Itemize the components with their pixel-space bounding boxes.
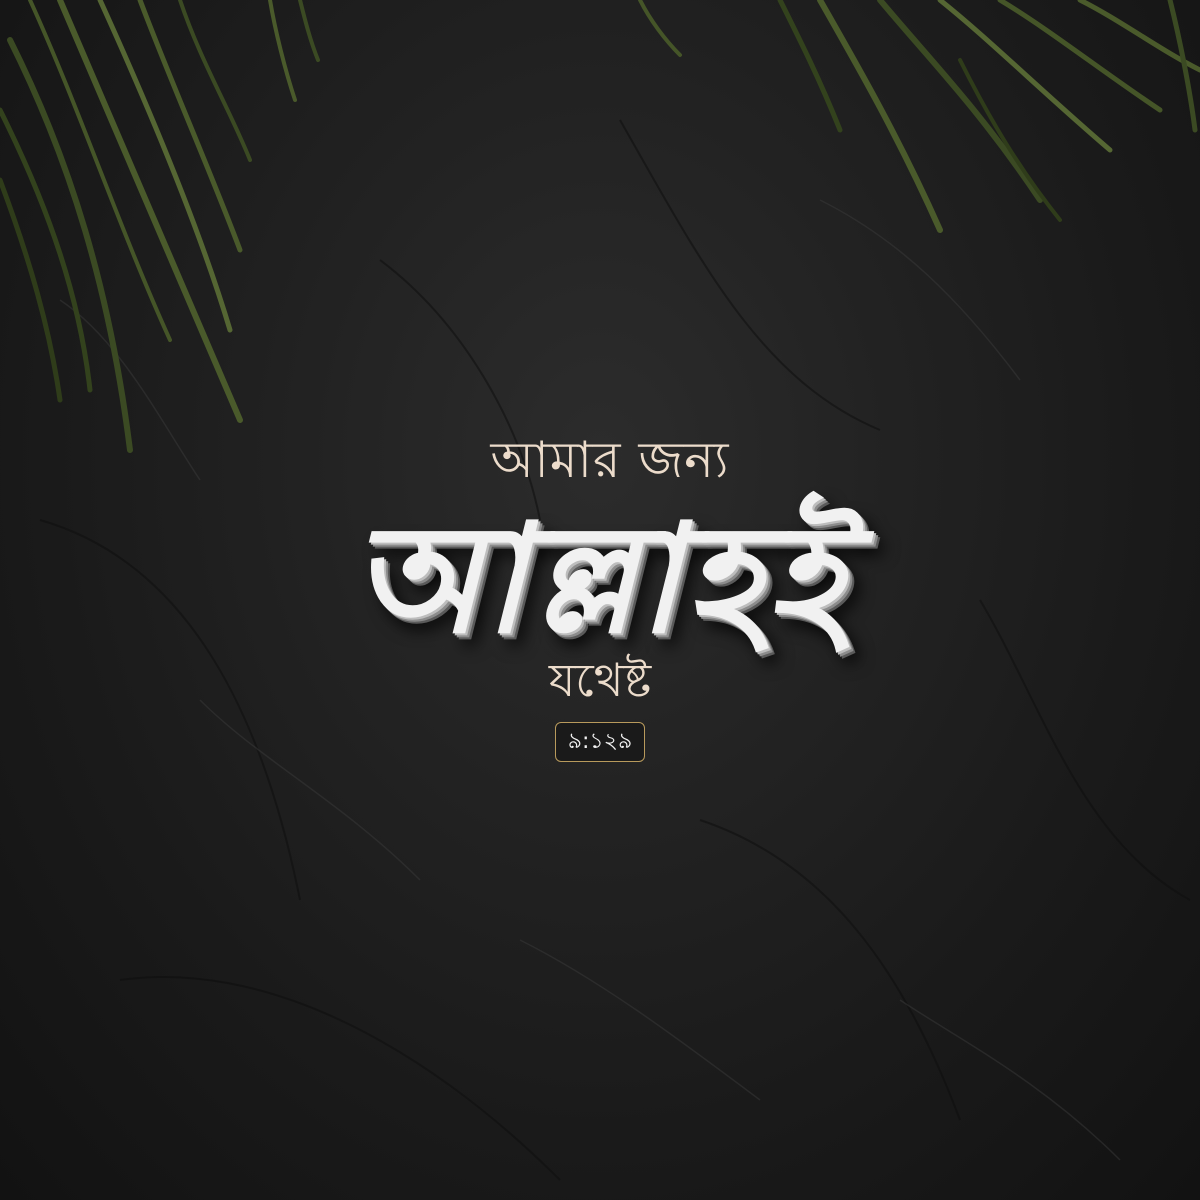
reference-wrap xyxy=(0,722,1200,762)
reference-badge: ৯:১২৯ xyxy=(555,722,646,762)
quote-line-bottom: যথেষ্ট xyxy=(548,653,652,707)
quote-line-main: আল্লাহই xyxy=(351,491,849,667)
quote-line-top: আমার জন্য xyxy=(490,431,730,489)
quote-block xyxy=(0,430,1200,762)
